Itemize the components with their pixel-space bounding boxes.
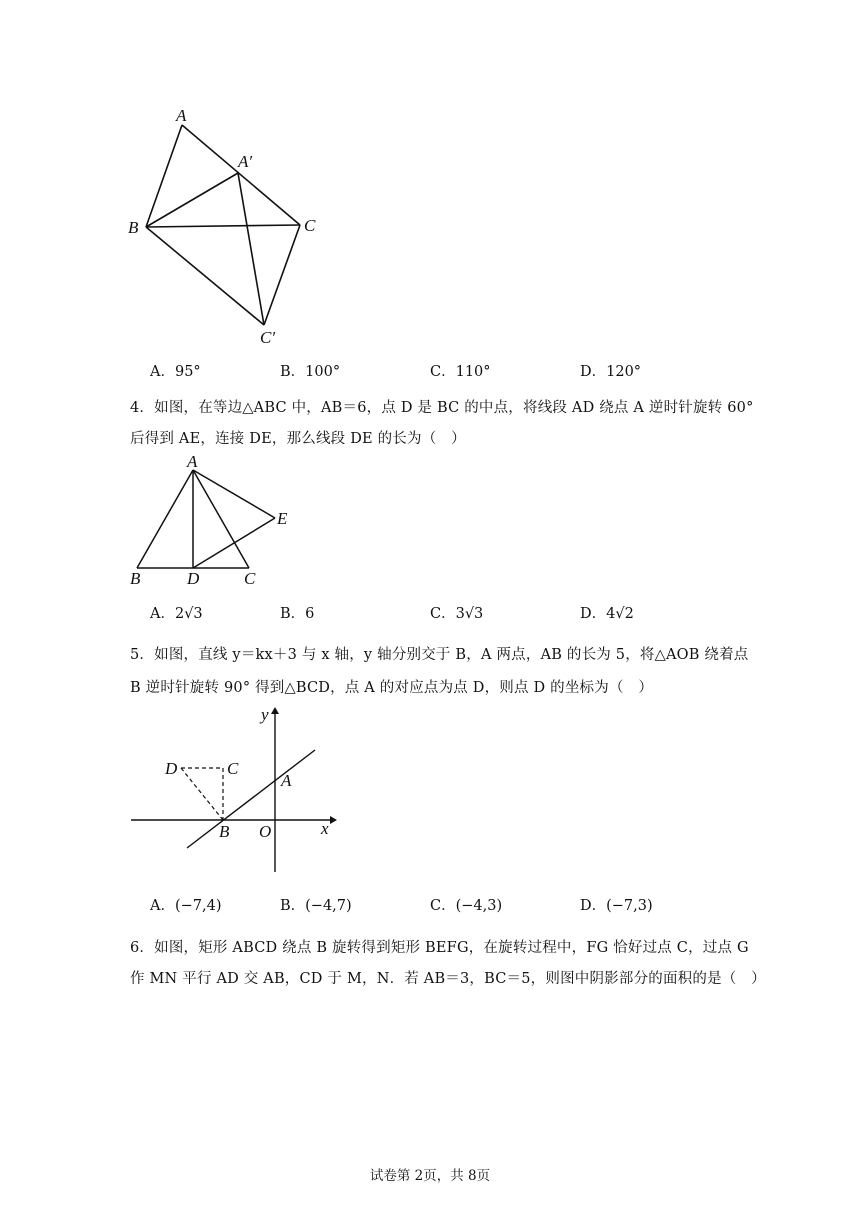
q3-option-c[interactable]: C．110° (430, 364, 491, 380)
q4-option-d[interactable]: D．4√2 (580, 606, 634, 622)
label-b: B (128, 218, 139, 237)
q4-options (150, 602, 710, 626)
q5-text-line1: 5．如图，直线 y＝kx＋3 与 x 轴，y 轴分别交于 B，A 两点，AB 的长为 5，将△AOB 绕着点 (130, 647, 749, 663)
label-x: x (321, 819, 329, 838)
q5-text-line2: B 逆时针旋转 90° 得到△BCD，点 A 的对应点为点 D，则点 D 的坐标为（ ） (130, 680, 654, 696)
segment-db-dashed (181, 768, 223, 820)
q4-text-line1: 4．如图，在等边△ABC 中，AB＝6，点 D 是 BC 的中点，将线段 AD 绕点 A 逆时针旋转 60° (130, 400, 754, 416)
segment-ac (193, 470, 249, 568)
label-b: B (130, 569, 141, 588)
q3-option-d[interactable]: D．120° (580, 364, 642, 380)
q4-figure (125, 452, 305, 587)
q6-text-line1: 6．如图，矩形 ABCD 绕点 B 旋转得到矩形 BEFG，在旋转过程中，FG 恰好过点 C，过点 G (130, 940, 749, 956)
label-a: A (187, 452, 198, 471)
label-y: y (261, 705, 269, 724)
q5-options (150, 894, 710, 918)
q4-option-c[interactable]: C．3√3 (430, 606, 484, 622)
segment-ae (193, 470, 275, 518)
segment-ab (146, 125, 182, 227)
label-c-prime: C′ (260, 328, 276, 347)
q3-option-a[interactable]: A．95° (150, 364, 201, 380)
label-e: E (277, 509, 288, 528)
label-a: A (176, 106, 187, 125)
q5-figure (125, 700, 345, 880)
q3-option-b[interactable]: B．100° (280, 364, 341, 380)
q6-text-line2: 作 MN 平行 AD 交 AB，CD 于 M，N．若 AB＝3，BC＝5，则图中阴影部分的面积的是（ ） (130, 971, 766, 987)
q5-option-c[interactable]: C．(−4,3) (430, 898, 503, 914)
q5-option-a[interactable]: A．(−7,4) (150, 898, 222, 914)
segment-ab (137, 470, 193, 568)
y-axis-arrow-icon (271, 707, 279, 714)
label-c: C (227, 759, 239, 778)
q5-option-b[interactable]: B．(−4,7) (280, 898, 352, 914)
label-d: D (165, 759, 178, 778)
line-y-kx-plus-3 (187, 750, 315, 848)
q5-option-d[interactable]: D．(−7,3) (580, 898, 653, 914)
segment-de (193, 518, 275, 568)
segment-bc-prime (146, 227, 264, 325)
segment-a-prime-c-prime (238, 173, 264, 325)
label-o: O (259, 822, 272, 841)
label-a-prime: A′ (238, 152, 253, 171)
segment-cc-prime (264, 225, 300, 325)
q4-text-line2: 后得到 AE，连接 DE，那么线段 DE 的长为（ ） (130, 431, 466, 447)
label-b: B (219, 822, 230, 841)
label-c: C (244, 569, 256, 588)
page-footer: 试卷第 2页，共 8页 (369, 1168, 491, 1184)
q4-option-a[interactable]: A．2√3 (150, 606, 203, 622)
label-c: C (304, 216, 316, 235)
x-axis-arrow-icon (330, 816, 337, 824)
segment-bc (146, 225, 300, 227)
q3-figure (120, 105, 330, 350)
segment-ba-prime (146, 173, 238, 227)
segment-ac (182, 125, 300, 225)
q4-option-b[interactable]: B．6 (280, 606, 315, 622)
q3-options (150, 360, 710, 384)
label-a: A (281, 771, 292, 790)
label-d: D (187, 569, 200, 588)
